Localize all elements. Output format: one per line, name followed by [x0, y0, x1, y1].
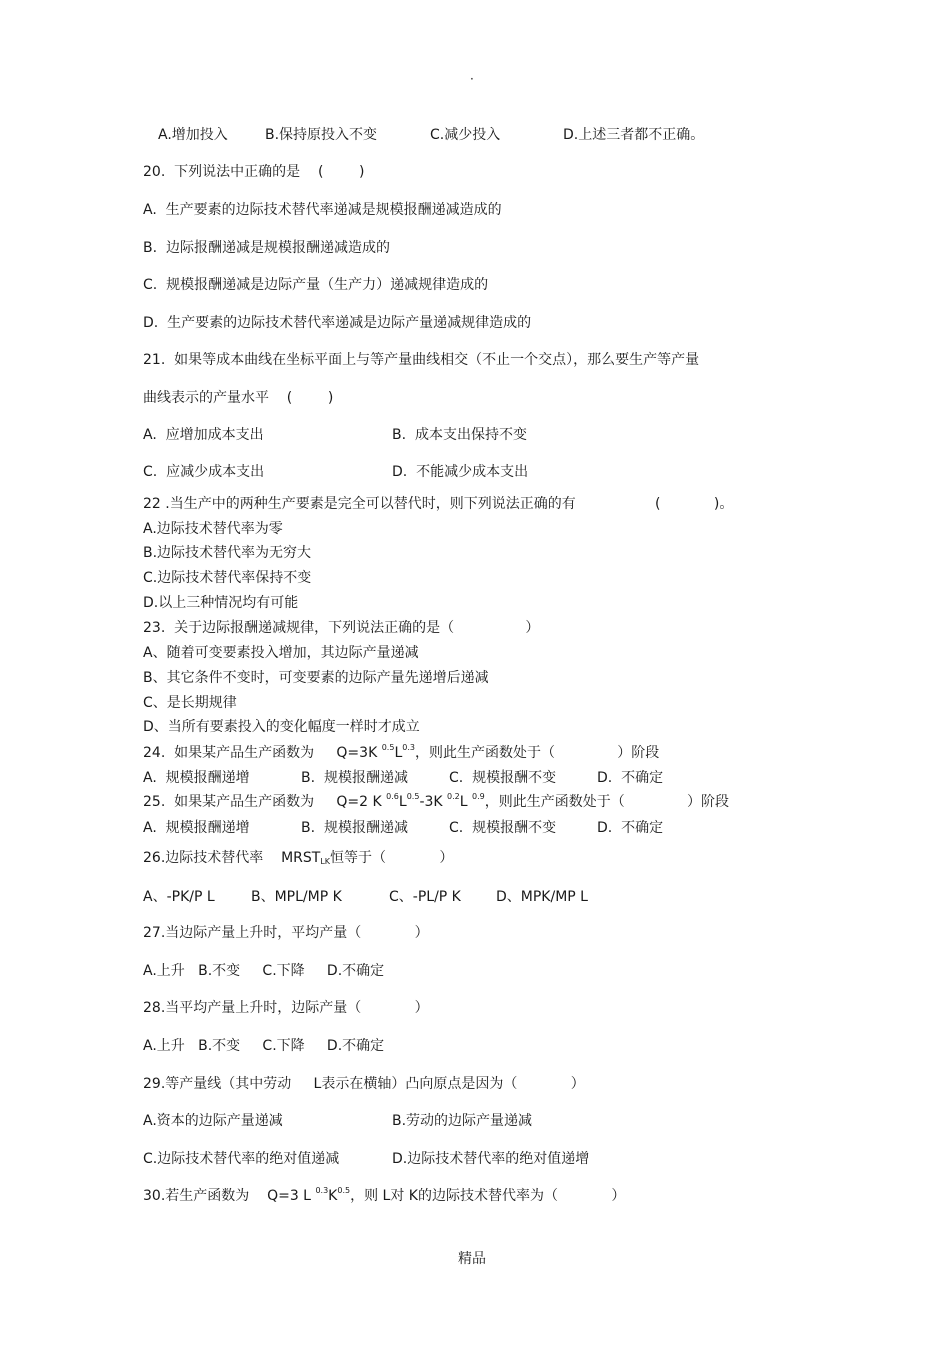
q25-stem-pre: 25. 如果某产品生产函数为 Q=2 K — [143, 794, 387, 810]
q25-stem — [143, 793, 729, 811]
q27-options: A.上升 B.不变 C.下降 D.不确定 — [143, 963, 385, 979]
q24-option-b: B. 规模报酬递减 — [301, 770, 408, 786]
q23-option-b: B、其它条件不变时，可变要素的边际产量先递增后递减 — [143, 670, 489, 686]
q25-exp-1: 0.6 — [386, 792, 399, 801]
q21-stem-line2: 曲线表示的产量水平 ( ) — [143, 390, 334, 406]
q22-option-d: D.以上三种情况均有可能 — [143, 595, 299, 611]
q30-stem — [143, 1187, 625, 1205]
q26-subscript: LK — [320, 857, 331, 866]
q19-option-b: B.保持原投入不变 — [265, 127, 378, 143]
q19-option-c: C.减少投入 — [430, 127, 501, 143]
q27-stem: 27.当边际产量上升时，平均产量（ ） — [143, 925, 429, 941]
q19-option-d: D.上述三者都不正确。 — [563, 127, 705, 143]
q22-option-b: B.边际技术替代率为无穷大 — [143, 545, 312, 561]
q22-answer-paren: ( )。 — [655, 496, 734, 512]
q25-l1: L — [398, 794, 407, 810]
q25-l2: L — [459, 794, 473, 810]
q25-exp-4: 0.9 — [472, 792, 485, 801]
q28-options: A.上升 B.不变 C.下降 D.不确定 — [143, 1038, 385, 1054]
q21-option-c: C. 应减少成本支出 — [143, 464, 265, 480]
q20-option-c: C. 规模报酬递减是边际产量（生产力）递减规律造成的 — [143, 277, 489, 293]
q24-exp-l: 0.3 — [402, 743, 415, 752]
q30-exp-l: 0.3 — [315, 1186, 329, 1195]
q20-stem: 20. 下列说法中正确的是 ( ) — [143, 164, 365, 180]
q22-stem: 22 .当生产中的两种生产要素是完全可以替代时，则下列说法正确的有 — [143, 496, 576, 512]
q25-option-d: D. 不确定 — [597, 820, 664, 836]
q23-option-c: C、是长期规律 — [143, 695, 237, 711]
q30-k: K — [328, 1188, 338, 1204]
page-footer: 精品 — [458, 1251, 486, 1267]
q26-stem-post: 恒等于（ ） — [330, 850, 454, 866]
q21-stem-line1: 21. 如果等成本曲线在坐标平面上与等产量曲线相交（不止一个交点），那么要生产等产量 — [143, 352, 700, 368]
q29-stem: 29.等产量线（其中劳动 L表示在横轴）凸向原点是因为（ ） — [143, 1076, 585, 1092]
q29-option-a: A.资本的边际产量递减 — [143, 1113, 283, 1129]
q30-stem-post: ，则 L对 K的边际技术替代率为（ ） — [350, 1188, 626, 1204]
q30-exp-k: 0.5 — [337, 1186, 351, 1195]
q22-option-a: A.边际技术替代率为零 — [143, 521, 283, 537]
q24-option-c: C. 规模报酬不变 — [449, 770, 557, 786]
q19-option-a: A.增加投入 — [158, 127, 228, 143]
q20-option-d: D. 生产要素的边际技术替代率递减是边际产量递减规律造成的 — [143, 315, 532, 331]
q24-stem-pre: 24. 如果某产品生产函数为 Q=3K — [143, 745, 382, 761]
q25-exp-3: 0.2 — [447, 792, 460, 801]
q20-option-b: B. 边际报酬递减是规模报酬递减造成的 — [143, 240, 390, 256]
q25-option-b: B. 规模报酬递减 — [301, 820, 408, 836]
q24-stem-post: ，则此生产函数处于（ ）阶段 — [415, 745, 660, 761]
q24-option-a: A. 规模报酬递增 — [143, 770, 250, 786]
q26-stem-pre: 26.边际技术替代率 MRST — [143, 850, 321, 866]
q25-option-c: C. 规模报酬不变 — [449, 820, 557, 836]
q26-stem — [143, 849, 453, 867]
q24-exp-k: 0.5 — [381, 743, 395, 752]
q25-option-a: A. 规模报酬递增 — [143, 820, 250, 836]
q23-option-d: D、当所有要素投入的变化幅度一样时才成立 — [143, 719, 420, 735]
q22-option-c: C.边际技术替代率保持不变 — [143, 570, 312, 586]
q28-stem: 28.当平均产量上升时，边际产量（ ） — [143, 1000, 429, 1016]
q25-mid: -3K — [419, 794, 448, 810]
q29-option-d: D.边际技术替代率的绝对值递增 — [392, 1151, 590, 1167]
q24-stem — [143, 744, 659, 762]
q23-option-a: A、随着可变要素投入增加，其边际产量递减 — [143, 645, 419, 661]
q26-option-c: C、-PL/P K — [389, 889, 461, 905]
q24-l: L — [394, 745, 403, 761]
q24-option-d: D. 不确定 — [597, 770, 664, 786]
q29-option-b: B.劳动的边际产量递减 — [392, 1113, 533, 1129]
q21-option-b: B. 成本支出保持不变 — [392, 427, 527, 443]
q26-option-a: A、-PK/P L — [143, 889, 215, 905]
header-mark: · — [470, 72, 474, 86]
q20-option-a: A. 生产要素的边际技术替代率递减是规模报酬递减造成的 — [143, 202, 502, 218]
q21-option-d: D. 不能减少成本支出 — [392, 464, 529, 480]
q26-option-b: B、MPL/MP K — [251, 889, 342, 905]
q21-option-a: A. 应增加成本支出 — [143, 427, 264, 443]
q29-option-c: C.边际技术替代率的绝对值递减 — [143, 1151, 340, 1167]
q30-stem-pre: 30.若生产函数为 Q=3 L — [143, 1188, 316, 1204]
q23-stem: 23. 关于边际报酬递减规律，下列说法正确的是（ ） — [143, 620, 540, 636]
q26-option-d: D、MPK/MP L — [496, 889, 588, 905]
q25-exp-2: 0.5 — [406, 792, 420, 801]
q25-stem-post: ，则此生产函数处于（ ）阶段 — [484, 794, 730, 810]
